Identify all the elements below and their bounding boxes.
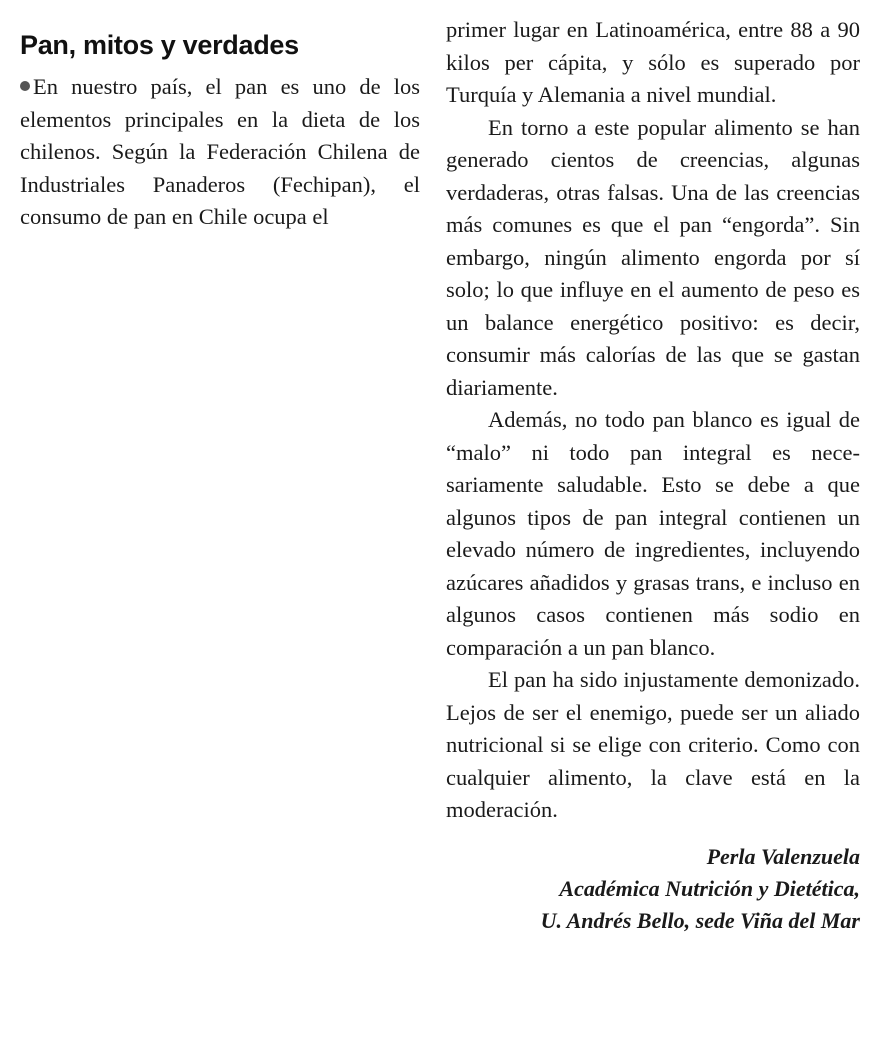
article-body-continued (446, 14, 860, 827)
article-body-start (20, 71, 420, 234)
author-name: Perla Valenzuela (706, 843, 860, 869)
paragraph-intro (20, 71, 420, 234)
paragraph-conclusion: El pan ha sido injustamente demonizado. Lejos de ser el enemigo, puede ser un aliado nutricional si se elige con criterio. Como con cualquier alimento, la clave está en la moderación. (446, 667, 860, 822)
article-title: Pan, mitos y verdades (20, 30, 299, 60)
bullet-icon (20, 81, 30, 91)
paragraph-beliefs: En torno a este popular alimento se han generado cientos de creencias, algunas verdaderas, otras falsas. Una de las creencias más comunes es que el pan “engorda”. Sin embargo, ningún alimento engorda por sí solo; lo que influye en el aumento de peso es un balance energético positivo: es decir, consumir más calorías de las que se gastan diariamente. (446, 114, 860, 400)
author-affiliation: U. Andrés Bello, sede Viña del Mar (540, 907, 860, 933)
left-column (20, 28, 420, 234)
author-role: Académica Nutrición y Dietética, (559, 875, 860, 901)
paragraph-white-vs-integral: Además, no todo pan blanco es igual de “malo” ni todo pan integral es necesariamente saludable. Esto se debe a que algunos tipos de pan integral contienen un elevado número de ingredientes, incluyendo azúcares añadidos y grasas trans, e incluso en algunos casos contienen más sodio en comparación a un pan blanco. (446, 407, 860, 660)
author-signature (446, 841, 860, 937)
right-column (446, 14, 860, 937)
paragraph-intro-text: En nuestro país, el pan es uno de los elementos principales en la dieta de los chilenos. Según la Federación Chilena de Industriales Panaderos (Fechipan), el consumo de pan en Chile ocupa el (20, 74, 420, 229)
paragraph-continuation: primer lugar en Latinoamérica, entre 88 a 90 kilos per cápita, y sólo es superado por Turquía y Alemania a nivel mundial. (446, 17, 860, 107)
